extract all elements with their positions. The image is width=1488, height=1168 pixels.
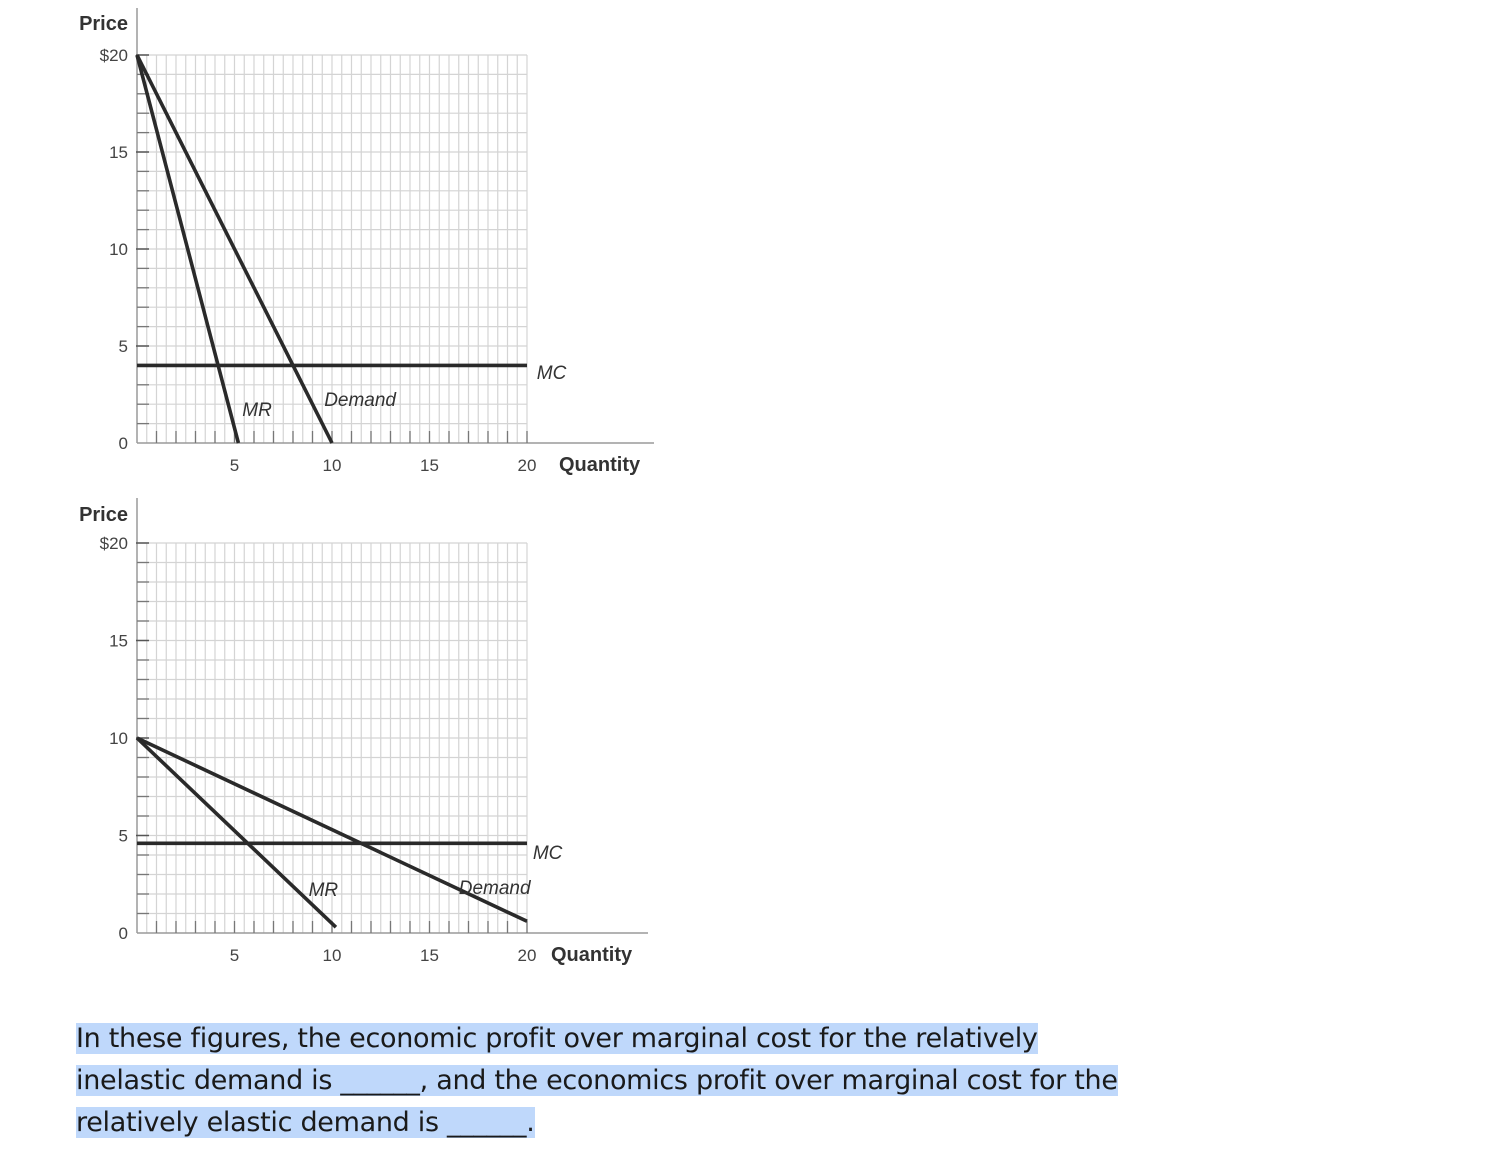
question-highlight: In these figures, the economic profit over marginal cost for the relatively inelastic demand is ______, and the economics profit over marginal cost for the relatively elastic demand is ______. — [76, 1023, 1118, 1138]
y-tick-label: 10 — [109, 729, 128, 748]
y-tick-label: $20 — [99, 534, 128, 553]
x-axis-title: Quantity — [551, 944, 633, 966]
y-tick-label: 15 — [109, 631, 128, 651]
y-tick-label: 15 — [109, 143, 128, 162]
x-tick-label: 5 — [229, 456, 240, 475]
series-label-mc: MC — [532, 842, 563, 864]
x-tick-label: 10 — [322, 456, 342, 475]
chart-inelastic-demand — [0, 0, 700, 490]
grid — [137, 543, 527, 933]
y-tick-label: $20 — [99, 46, 128, 65]
series-label-demand: Demand — [458, 878, 531, 899]
series-label-mr: MR — [308, 879, 339, 901]
y-tick-label: 10 — [109, 240, 128, 259]
x-tick-label: 15 — [420, 946, 439, 965]
chart-elastic-demand — [0, 490, 700, 980]
y-tick-label: 0 — [118, 924, 128, 943]
y-axis-title: Price — [79, 504, 128, 526]
x-tick-label: 5 — [229, 946, 240, 965]
y-axis-title: Price — [79, 13, 128, 35]
series-label-mc: MC — [536, 362, 567, 384]
series-label-demand: Demand — [324, 390, 397, 412]
y-tick-label: 5 — [118, 337, 128, 356]
x-axis-title: Quantity — [559, 454, 641, 476]
x-tick-label: 20 — [517, 456, 537, 475]
question-text — [76, 1018, 1136, 1144]
x-tick-label: 15 — [420, 456, 439, 475]
x-tick-label: 20 — [517, 946, 537, 965]
x-tick-label: 10 — [322, 946, 342, 965]
series-label-mr: MR — [242, 399, 272, 421]
y-tick-label: 0 — [118, 434, 128, 453]
grid — [137, 55, 527, 443]
y-tick-label: 5 — [118, 826, 128, 846]
